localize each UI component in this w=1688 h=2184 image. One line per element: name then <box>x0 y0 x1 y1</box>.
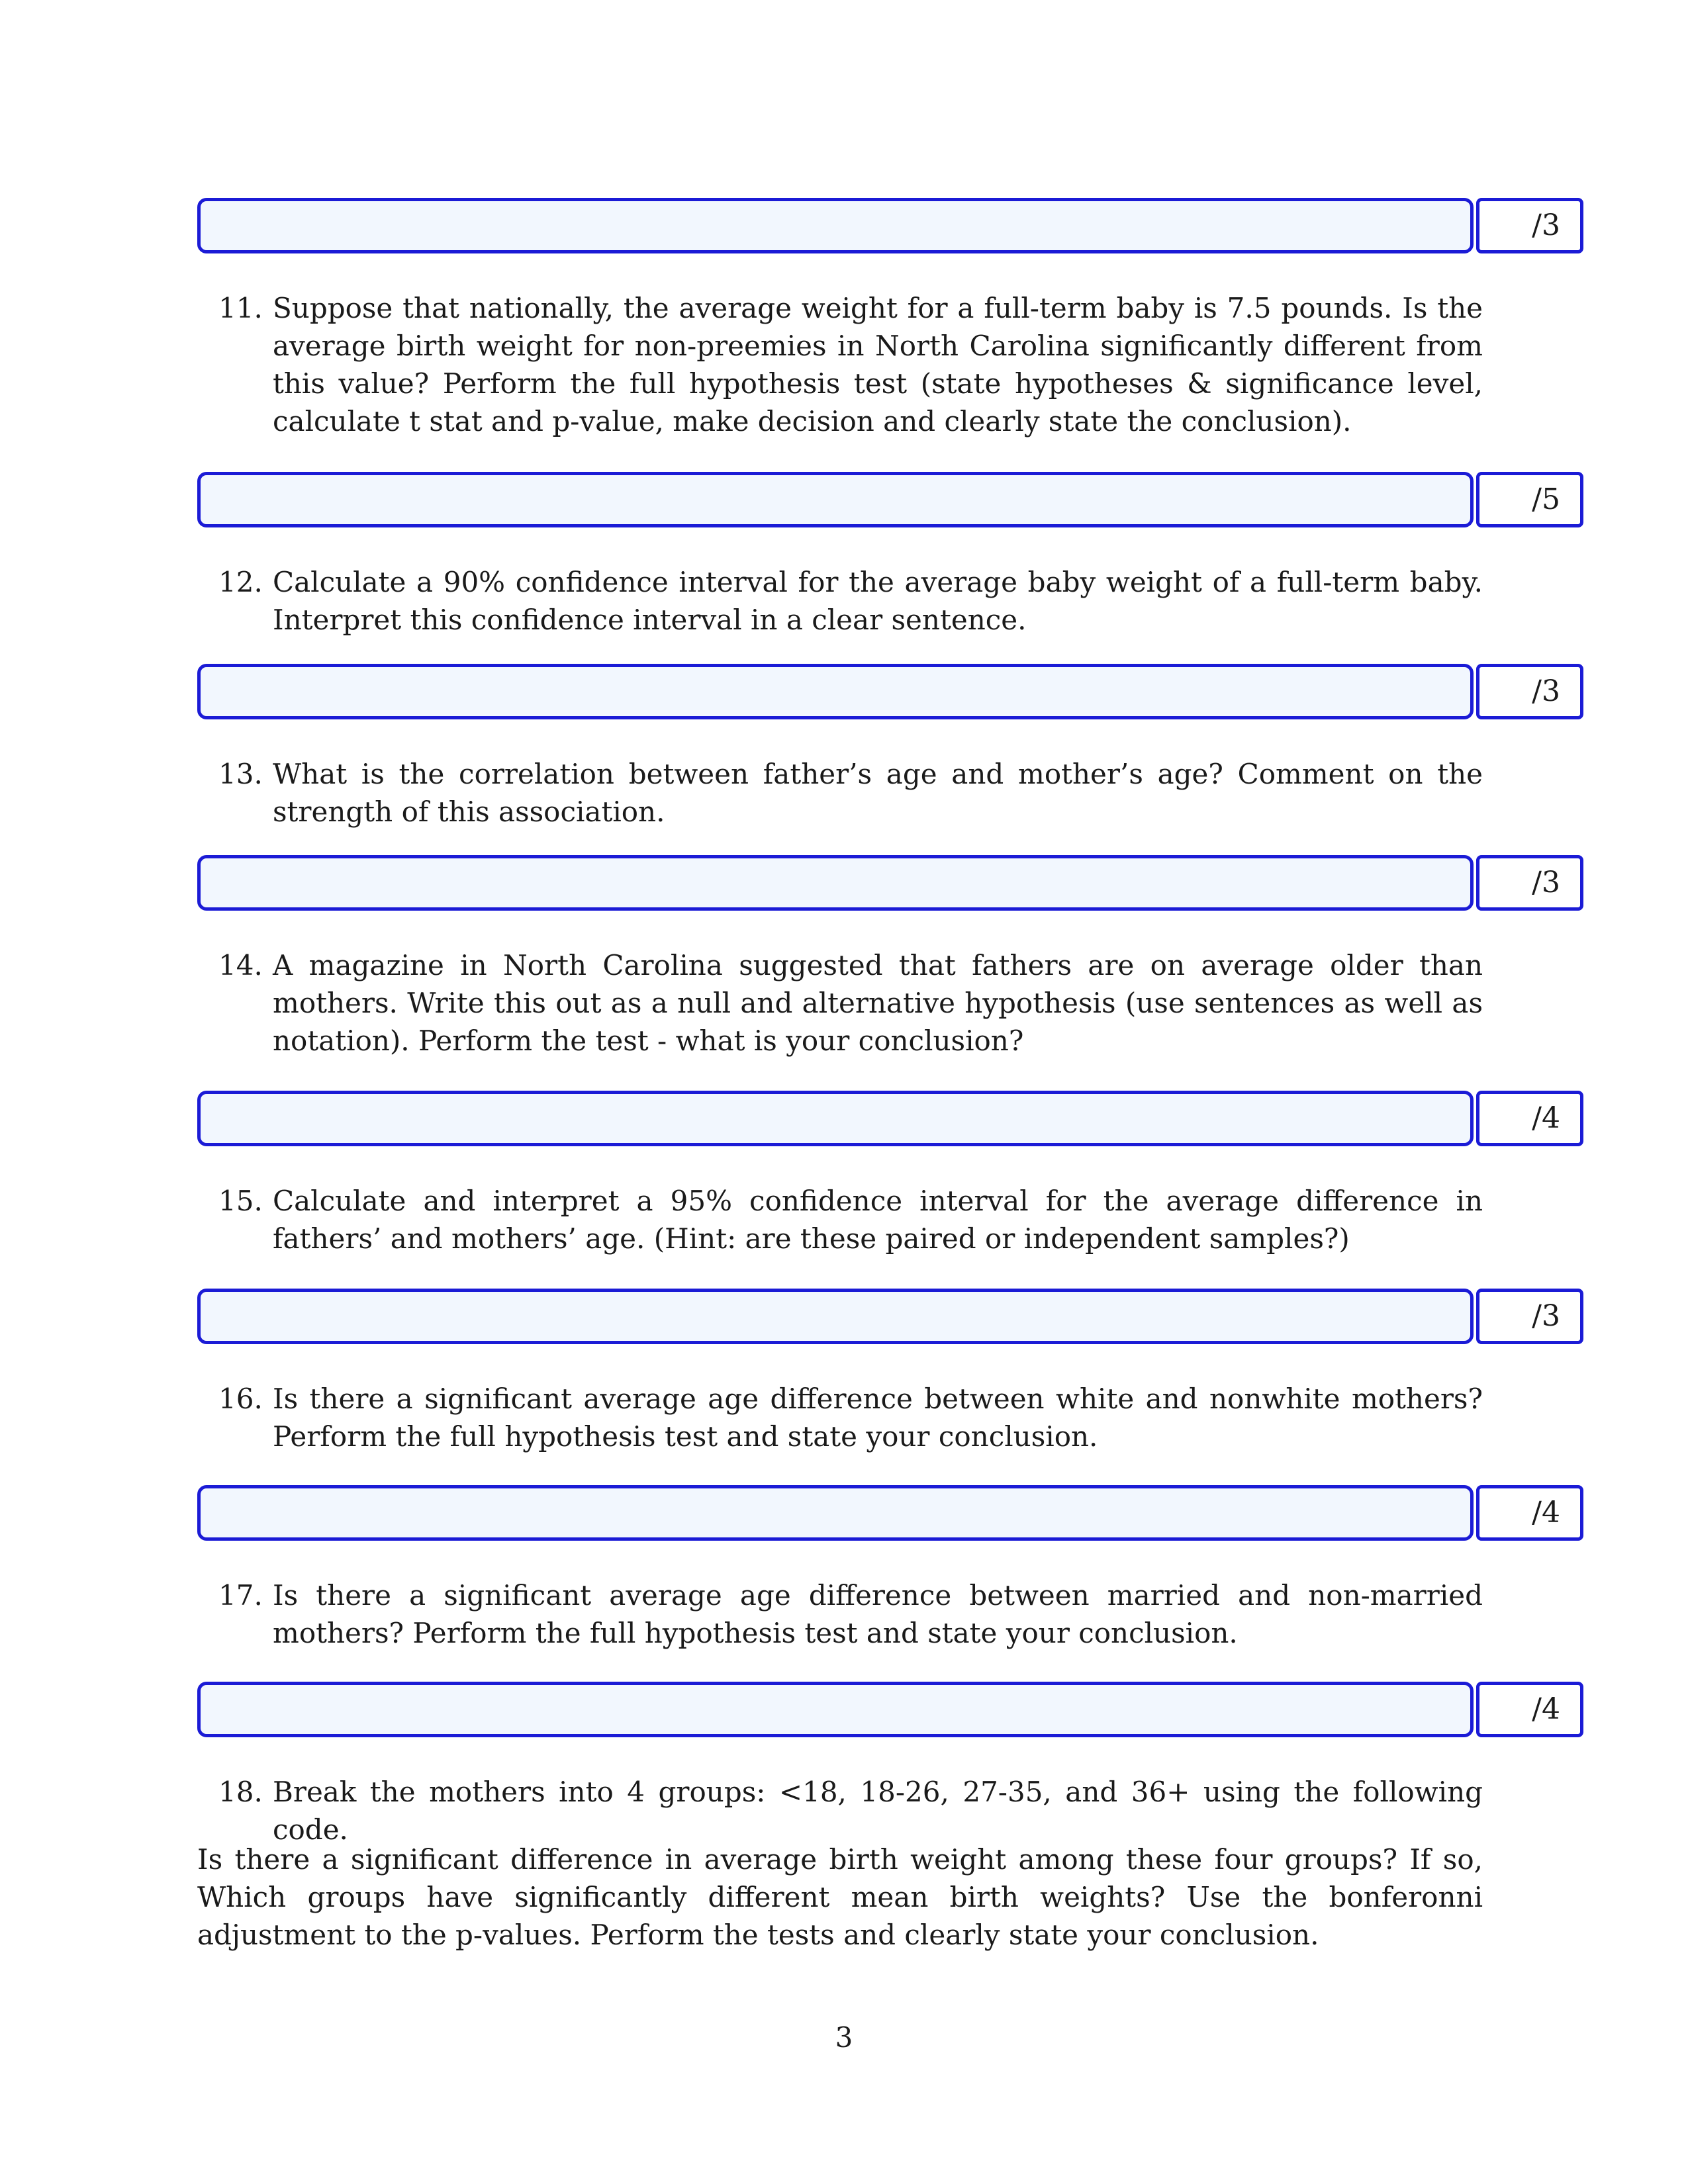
question-16 <box>218 1380 1483 1455</box>
answer-row <box>197 1485 1582 1545</box>
score-label: /4 <box>1532 1496 1560 1529</box>
question-14 <box>218 946 1483 1060</box>
question-number: 14. <box>218 949 263 981</box>
question-15 <box>218 1182 1483 1257</box>
answer-field[interactable] <box>197 664 1474 719</box>
question-number: 13. <box>218 758 263 790</box>
page-number: 3 <box>835 2021 853 2054</box>
question-11 <box>218 289 1483 440</box>
question-text: What is the correlation between father’s age and mother’s age? Comment on the strength of this association. <box>273 758 1483 828</box>
score-label: /3 <box>1532 208 1560 242</box>
answer-field[interactable] <box>197 472 1474 527</box>
answer-row <box>197 855 1582 915</box>
score-box <box>1476 472 1583 527</box>
score-label: /4 <box>1532 1101 1560 1135</box>
score-label: /4 <box>1532 1692 1560 1726</box>
score-label: /5 <box>1532 482 1560 516</box>
question-text: Is there a significant average age difference between married and non-married mothers? Perform the full hypothesis test and state your conclusion. <box>273 1579 1483 1649</box>
answer-field[interactable] <box>197 1289 1474 1344</box>
answer-row <box>197 1289 1582 1348</box>
question-number: 11. <box>218 292 263 324</box>
answer-field[interactable] <box>197 1682 1474 1737</box>
answer-field[interactable] <box>197 1091 1474 1146</box>
score-box <box>1476 198 1583 253</box>
answer-field[interactable] <box>197 198 1474 253</box>
question-number: 17. <box>218 1579 263 1612</box>
question-text: Is there a significant average age difference between white and nonwhite mothers? Perform the full hypothesis test and state your conclusion. <box>273 1383 1483 1453</box>
score-box <box>1476 1682 1583 1737</box>
score-box <box>1476 1485 1583 1541</box>
score-label: /3 <box>1532 674 1560 708</box>
question-18 <box>218 1773 1483 1848</box>
question-13 <box>218 755 1483 831</box>
question-text: Calculate a 90% confidence interval for the average baby weight of a full-term baby. Interpret this confidence interval in a clear sentence. <box>273 566 1483 636</box>
question-text: A magazine in North Carolina suggested that fathers are on average older than mothers. Write this out as a null and alternative hypothesis (use sentences as well as notation). Perform the test - what is your conclusion? <box>273 949 1483 1057</box>
answer-row <box>197 472 1582 531</box>
question-17 <box>218 1576 1483 1652</box>
score-box <box>1476 855 1583 911</box>
question-text: Calculate and interpret a 95% confidence interval for the average difference in fathers’ and mothers’ age. (Hint: are these paired or independent samples?) <box>273 1185 1483 1255</box>
closing-paragraph: Is there a significant difference in average birth weight among these four groups? If so, Which groups have significantly different mean birth weights? Use the bonferonni adjustment to the p-values. Perform the tests and clearly state your conclusion. <box>197 1843 1483 1951</box>
question-number: 16. <box>218 1383 263 1415</box>
question-text: Break the mothers into 4 groups: <18, 18-26, 27-35, and 36+ using the following code. <box>273 1776 1483 1846</box>
score-label: /3 <box>1532 866 1560 899</box>
question-number: 15. <box>218 1185 263 1217</box>
question-number: 12. <box>218 566 263 598</box>
score-box <box>1476 664 1583 719</box>
question-text: Suppose that nationally, the average weight for a full-term baby is 7.5 pounds. Is the average birth weight for non-preemies in North Carolina significantly different from this value? Perform the full hypothesis test (state hypotheses & significance level, calculate t stat and p-value, make decision and clearly state the conclusion). <box>273 292 1483 437</box>
answer-row <box>197 664 1582 723</box>
answer-row <box>197 1091 1582 1150</box>
answer-row <box>197 198 1582 257</box>
question-number: 18. <box>218 1776 263 1808</box>
answer-field[interactable] <box>197 855 1474 911</box>
answer-field[interactable] <box>197 1485 1474 1541</box>
score-label: /3 <box>1532 1299 1560 1333</box>
score-box <box>1476 1091 1583 1146</box>
answer-row <box>197 1682 1582 1741</box>
score-box <box>1476 1289 1583 1344</box>
question-12 <box>218 563 1483 639</box>
